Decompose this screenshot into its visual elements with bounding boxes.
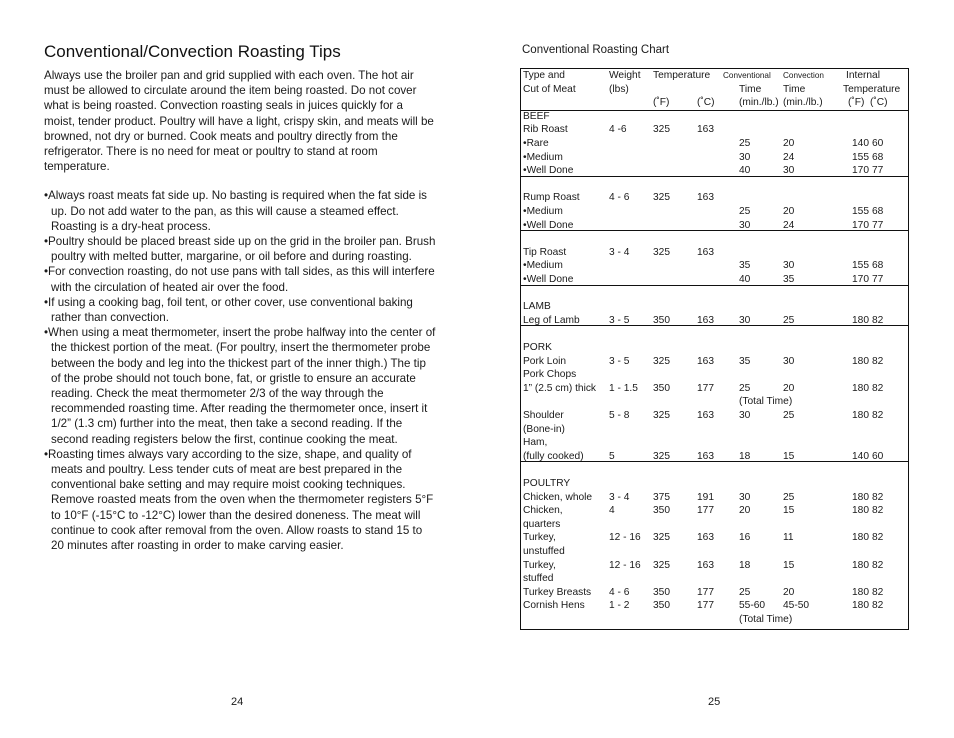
table-cell: 163 — [697, 314, 714, 326]
roasting-chart-table — [520, 68, 909, 630]
table-cell: 140 — [852, 138, 869, 149]
table-cell: 163 — [697, 410, 714, 421]
table-cell: 163 — [697, 192, 714, 204]
table-row — [521, 110, 908, 124]
table-cell: 180 — [852, 532, 869, 544]
table-cell: Shoulder — [523, 410, 564, 421]
table-cell: 325 — [653, 450, 670, 462]
table-cell: 82 — [872, 410, 884, 421]
table-cell: 177 — [697, 600, 714, 612]
page-number-left: 24 — [231, 696, 244, 708]
table-cell: 82 — [872, 532, 884, 544]
table-cell: 25 — [739, 206, 751, 217]
table-row — [521, 395, 908, 409]
table-row — [521, 586, 908, 600]
table-cell: 82 — [872, 600, 884, 612]
tip-item: •When using a meat thermometer, insert the probe halfway into the center of the thickest portion of the meat. (For poultry, insert the thermometer probe between the body and leg into the thickest part of the inner thigh.) The tip of the probe should not touch bone, fat, or gristle to ensure an accurate reading. Check the meat thermometer 2/3 of the way through the recommended roasting time. After reading the thermometer once, insert it 1/2” (1.3 cm) further into the meat, then take a second reading. If the second reading registers below the first, continue cooking the meat. — [44, 326, 436, 446]
table-cell: 25 — [783, 314, 795, 326]
table-divider — [521, 110, 908, 111]
table-header-cell: Convection — [783, 71, 824, 80]
table-row — [521, 463, 908, 477]
table-cell: 30 — [739, 151, 751, 163]
table-row — [521, 531, 908, 545]
table-cell: 30 — [739, 314, 751, 326]
table-divider — [521, 230, 908, 231]
table-cell: 5 — [609, 450, 615, 462]
table-divider — [521, 461, 908, 462]
page-number-right: 25 — [708, 696, 721, 708]
table-cell: 15 — [783, 559, 795, 571]
table-header-cell: (˚F) — [848, 97, 865, 109]
table-cell: Chicken, whole — [523, 491, 593, 503]
table-cell: 35 — [739, 260, 751, 272]
table-cell: 40 — [739, 165, 751, 177]
table-cell: 4 - 6 — [609, 586, 630, 598]
table-divider — [521, 325, 908, 326]
table-cell: BEEF — [523, 110, 550, 122]
table-cell: •Well Done — [523, 165, 574, 177]
table-cell: 163 — [697, 559, 714, 571]
table-row — [521, 491, 908, 505]
table-cell: 170 — [852, 274, 869, 285]
table-row — [521, 232, 908, 246]
table-cell: unstuffed — [523, 546, 565, 557]
table-cell: 40 — [739, 274, 751, 285]
table-row — [521, 137, 908, 151]
table-cell: •Medium — [523, 151, 563, 163]
table-cell: 3 - 4 — [609, 246, 630, 258]
table-cell: 180 — [852, 586, 869, 598]
table-cell: 3 - 4 — [609, 491, 630, 503]
table-cell: Rump Roast — [523, 192, 580, 204]
table-cell: 325 — [653, 559, 670, 571]
table-row — [521, 355, 908, 369]
table-cell: 325 — [653, 410, 670, 421]
table-cell: 82 — [872, 314, 884, 326]
table-header-cell: Time — [739, 83, 762, 95]
table-cell: 45-50 — [783, 600, 810, 612]
table-row — [521, 259, 908, 273]
table-cell: PORK — [523, 342, 552, 353]
table-cell: 163 — [697, 246, 714, 258]
table-cell: 82 — [872, 559, 884, 571]
table-cell: 82 — [872, 505, 884, 517]
table-row — [521, 300, 908, 314]
table-cell: 170 — [852, 165, 869, 177]
table-header-cell: (˚F) — [653, 97, 670, 109]
table-cell: 12 - 16 — [609, 559, 641, 571]
table-cell: 350 — [653, 382, 670, 394]
table-cell: 25 — [739, 382, 751, 394]
table-header-cell: Weight — [609, 70, 641, 81]
table-cell: 60 — [872, 450, 884, 462]
table-header-cell: (min./lb.) — [783, 97, 823, 109]
table-cell: 30 — [783, 355, 795, 367]
table-cell: 177 — [697, 382, 714, 394]
table-cell: Tip Roast — [523, 246, 567, 258]
table-cell: 350 — [653, 586, 670, 598]
table-cell: 4 — [609, 505, 615, 517]
table-cell: 4 - 6 — [609, 192, 630, 204]
table-cell: Turkey, — [523, 559, 556, 571]
table-header-cell: Type and — [523, 70, 565, 81]
table-row — [521, 423, 908, 437]
table-cell: 4 -6 — [609, 124, 627, 136]
table-cell: 60 — [872, 138, 884, 149]
table-cell: 25 — [783, 410, 795, 421]
table-cell: 30 — [739, 491, 751, 503]
table-cell: 350 — [653, 314, 670, 326]
table-row — [521, 123, 908, 137]
table-cell: 180 — [852, 314, 869, 326]
table-header-cell: (˚C) — [870, 97, 888, 109]
table-cell: 12 - 16 — [609, 532, 641, 544]
tips-list — [44, 188, 436, 553]
table-row — [521, 246, 908, 260]
table-cell: 180 — [852, 600, 869, 612]
table-row — [521, 599, 908, 613]
table-cell: 77 — [872, 165, 884, 177]
table-cell: Rib Roast — [523, 124, 568, 136]
table-cell: 180 — [852, 410, 869, 421]
table-cell: Pork Chops — [523, 369, 577, 381]
table-cell: 82 — [872, 491, 884, 503]
table-cell: Pork Loin — [523, 355, 567, 367]
table-cell: 163 — [697, 450, 714, 462]
table-header-cell: (˚C) — [697, 97, 715, 109]
table-divider — [521, 285, 908, 286]
table-row — [521, 409, 908, 423]
table-row — [521, 545, 908, 559]
table-cell: 180 — [852, 559, 869, 571]
table-cell: 35 — [783, 274, 795, 285]
table-header-cell: Temperature — [653, 70, 711, 81]
table-cell: 170 — [852, 219, 869, 231]
table-cell: Turkey Breasts — [523, 586, 592, 598]
table-row — [521, 327, 908, 341]
table-cell: 30 — [739, 219, 751, 231]
table-header-row — [521, 69, 908, 83]
table-header-cell: (min./lb.) — [739, 97, 779, 109]
table-cell: 180 — [852, 505, 869, 517]
table-row — [521, 477, 908, 491]
tip-item: •Poultry should be placed breast side up on the grid in the broiler pan. Brush poultry with melted butter, margarine, or oil before and during roasting. — [44, 235, 436, 264]
table-cell: 35 — [739, 355, 751, 367]
table-cell: 325 — [653, 246, 670, 258]
table-cell: 1” (2.5 cm) thick — [523, 382, 597, 394]
table-cell: 20 — [739, 505, 751, 517]
table-cell: 163 — [697, 124, 714, 136]
table-header-cell: Internal — [846, 70, 880, 81]
tips-section — [44, 42, 436, 553]
table-row — [521, 436, 908, 450]
table-cell: 177 — [697, 586, 714, 598]
table-header-row — [521, 83, 908, 97]
table-divider — [521, 176, 908, 177]
table-cell: Leg of Lamb — [523, 314, 580, 326]
table-cell: 180 — [852, 491, 869, 503]
table-cell: 25 — [783, 491, 795, 503]
table-cell: 325 — [653, 532, 670, 544]
table-row — [521, 287, 908, 301]
table-cell: 82 — [872, 382, 884, 394]
table-cell: 77 — [872, 219, 884, 231]
table-cell: 5 - 8 — [609, 410, 630, 421]
chart-title: Conventional Roasting Chart — [522, 44, 670, 56]
table-header-cell: Time — [783, 83, 806, 95]
table-row — [521, 518, 908, 532]
table-cell: Ham, — [523, 437, 548, 449]
table-header-cell: Cut of Meat — [523, 83, 576, 95]
table-cell: stuffed — [523, 573, 554, 585]
table-cell: 3 - 5 — [609, 355, 630, 367]
table-cell: 180 — [852, 382, 869, 394]
table-cell: 25 — [739, 138, 751, 149]
tip-item: •For convection roasting, do not use pans with tall sides, as this will interfere with the circulation of heated air over the food. — [44, 265, 435, 294]
table-cell: 15 — [783, 505, 795, 517]
table-cell: 82 — [872, 355, 884, 367]
table-cell: 68 — [872, 260, 884, 272]
table-row — [521, 382, 908, 396]
table-header-cell: Conventional — [723, 71, 771, 80]
table-row — [521, 151, 908, 165]
table-row — [521, 572, 908, 586]
table-cell: 20 — [783, 138, 795, 149]
table-cell: quarters — [523, 518, 561, 530]
table-cell: •Medium — [523, 206, 563, 217]
table-header-cell: (lbs) — [609, 83, 629, 95]
table-cell: 11 — [783, 532, 794, 544]
table-row — [521, 504, 908, 518]
table-cell: 163 — [697, 355, 714, 367]
table-cell: (Total Time) — [739, 396, 793, 408]
table-cell: •Well Done — [523, 274, 574, 285]
table-cell: 68 — [872, 151, 884, 163]
table-cell: 325 — [653, 192, 670, 204]
table-cell: 350 — [653, 600, 670, 612]
table-row — [521, 191, 908, 205]
table-cell: •Medium — [523, 260, 563, 272]
table-row — [521, 368, 908, 382]
table-cell: (fully cooked) — [523, 450, 584, 462]
table-row — [521, 205, 908, 219]
table-header-row — [521, 96, 908, 110]
table-cell: 20 — [783, 586, 795, 598]
table-cell: 1 - 2 — [609, 600, 630, 612]
table-cell: 180 — [852, 355, 869, 367]
table-cell: 20 — [783, 382, 795, 394]
table-cell: 18 — [739, 559, 751, 571]
table-cell: •Well Done — [523, 219, 574, 231]
table-cell: 24 — [783, 151, 795, 163]
table-row — [521, 178, 908, 192]
table-cell: 140 — [852, 450, 869, 462]
table-cell: 191 — [697, 491, 714, 503]
table-cell: 325 — [653, 124, 670, 136]
table-cell: Turkey, — [523, 532, 556, 544]
table-cell: 155 — [852, 260, 869, 272]
table-cell: (Bone-in) — [523, 423, 565, 435]
table-cell: •Rare — [523, 138, 549, 149]
table-cell: POULTRY — [523, 478, 571, 489]
table-cell: 55-60 — [739, 600, 766, 612]
table-cell: 18 — [739, 450, 751, 462]
table-row — [521, 341, 908, 355]
tip-item: •Always roast meats fat side up. No basting is required when the fat side is up. Do not add water to the pan, as this will cause a steamed effect. Roasting is a dry-heat process. — [44, 189, 427, 233]
table-cell: Cornish Hens — [523, 600, 585, 612]
table-cell: (Total Time) — [739, 614, 793, 625]
table-cell: Chicken, — [523, 505, 563, 517]
table-cell: 163 — [697, 532, 714, 544]
table-cell: 68 — [872, 206, 884, 217]
table-cell: 30 — [783, 260, 795, 272]
intro-paragraph: Always use the broiler pan and grid supplied with each oven. The hot air must be allowed to circulate around the item being roasted. Do not cover what is being roasted. Convection roasting seals in juices quickly for a moist, tender product. Poultry will have a light, crispy skin, and meats will be browned, not dry or burned. Cook meats and poultry directly from the refrigerator. There is no need for meat or poultry to stand at room temperature. — [44, 69, 434, 174]
table-cell: 350 — [653, 505, 670, 517]
table-cell: LAMB — [523, 301, 551, 313]
table-header-cell: Temperature — [843, 83, 901, 95]
page-title: Conventional/Convection Roasting Tips — [44, 42, 341, 61]
table-cell: 16 — [739, 532, 751, 544]
table-cell: 30 — [739, 410, 751, 421]
table-cell: 77 — [872, 274, 884, 285]
table-cell: 82 — [872, 586, 884, 598]
table-row — [521, 613, 908, 627]
table-cell: 155 — [852, 206, 869, 217]
table-cell: 3 - 5 — [609, 314, 630, 326]
table-cell: 25 — [739, 586, 751, 598]
table-cell: 375 — [653, 491, 670, 503]
table-cell: 325 — [653, 355, 670, 367]
tip-item: •Roasting times always vary according to the size, shape, and quality of meats and poultry. Less tender cuts of meat are best prepared in the conventional bake setting and may require moist cooking techniques. Remove roasted meats from the oven when the thermometer registers 5°F to 10°F (-15°C to -12°C) lower than the desired doneness. The meat will continue to cook after removal from the oven. Allow roasts to stand 15 to 20 minutes after roasting in order to make carving easier. — [44, 447, 434, 553]
table-cell: 1 - 1.5 — [609, 382, 638, 394]
table-cell: 24 — [783, 219, 795, 231]
table-cell: 177 — [697, 505, 714, 517]
tip-item: •If using a cooking bag, foil tent, or other cover, use conventional baking rather than convection. — [44, 295, 413, 325]
table-row — [521, 559, 908, 573]
table-cell: 20 — [783, 206, 795, 217]
table-cell: 155 — [852, 151, 869, 163]
table-cell: 30 — [783, 165, 795, 177]
table-cell: 15 — [783, 450, 795, 462]
